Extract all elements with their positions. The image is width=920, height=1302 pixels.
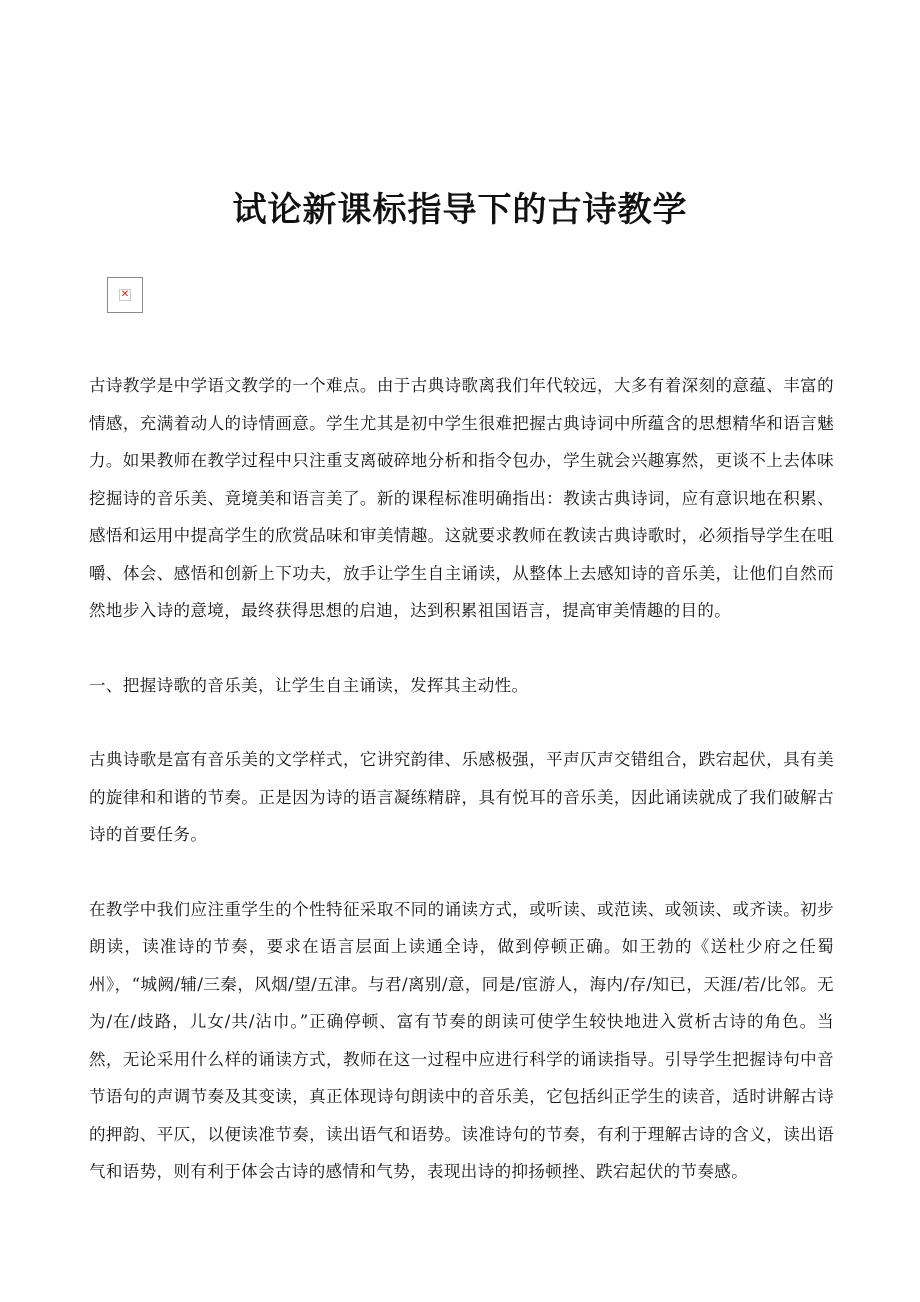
broken-image-icon: ✕ — [120, 289, 130, 300]
document-body — [89, 367, 834, 1228]
body-paragraph: 古典诗歌是富有音乐美的文学样式，它讲究韵律、乐感极强，平声仄声交错组合，跌宕起伏，具有美的旋律和和谐的节奏。正是因为诗的语言凝练精辟，具有悦耳的音乐美，因此诵读就成了我们破解古诗的首要任务。 — [89, 750, 834, 844]
image-placeholder — [107, 277, 143, 313]
body-paragraph: 在教学中我们应注重学生的个性特征采取不同的诵读方式，或听读、或范读、或领读、或齐读。初步朗读，读准诗的节奏，要求在语言层面上读通全诗，做到停顿正确。如王勃的《送杜少府之任蜀州》，“城阙/辅/三秦，风烟/望/五津。与君/离别/意，同是/宦游人，海内/存/知已，天涯/若/比邻。无为/在/歧路，儿女/共/沾巾。”正确停顿、富有节奏的朗读可使学生较快地进入赏析古诗的角色。当然，无论采用什么样的诵读方式，教师在这一过程中应进行科学的诵读指导。引导学生把握诗句中音节语句的声调节奏及其变读，真正体现诗句朗读中的音乐美，它包括纠正学生的读音，适时讲解古诗的押韵、平仄，以便读准节奏，读出语气和语势。读准诗句的节奏，有利于理解古诗的含义，读出语气和语势，则有利于体会古诗的感情和气势，表现出诗的抑扬顿挫、跌宕起伏的节奏感。 — [89, 899, 834, 1181]
document-title: 试论新课标指导下的古诗教学 — [232, 190, 688, 230]
intro-paragraph: 古诗教学是中学语文教学的一个难点。由于古典诗歌离我们年代较远，大多有着深刻的意蕴、丰富的情感，充满着动人的诗情画意。学生尤其是初中学生很难把握古典诗词中所蕴含的思想精华和语言魅力。如果教师在教学过程中只注重支离破碎地分析和指令包办，学生就会兴趣寡然，更谈不上去体味挖掘诗的音乐美、竟境美和语言美了。新的课程标准明确指出：教读古典诗词，应有意识地在积累、感悟和运用中提高学生的欣赏品味和审美情趣。这就要求教师在教读古典诗歌时，必须指导学生在咀嚼、体会、感悟和创新上下功夫，放手让学生自主诵读，从整体上去感知诗的音乐美，让他们自然而然地步入诗的意境，最终获得思想的启迪，达到积累祖国语言，提高审美情趣的目的。 — [89, 376, 834, 620]
section-heading: 一、把握诗歌的音乐美，让学生自主诵读，发挥其主动性。 — [89, 675, 529, 695]
